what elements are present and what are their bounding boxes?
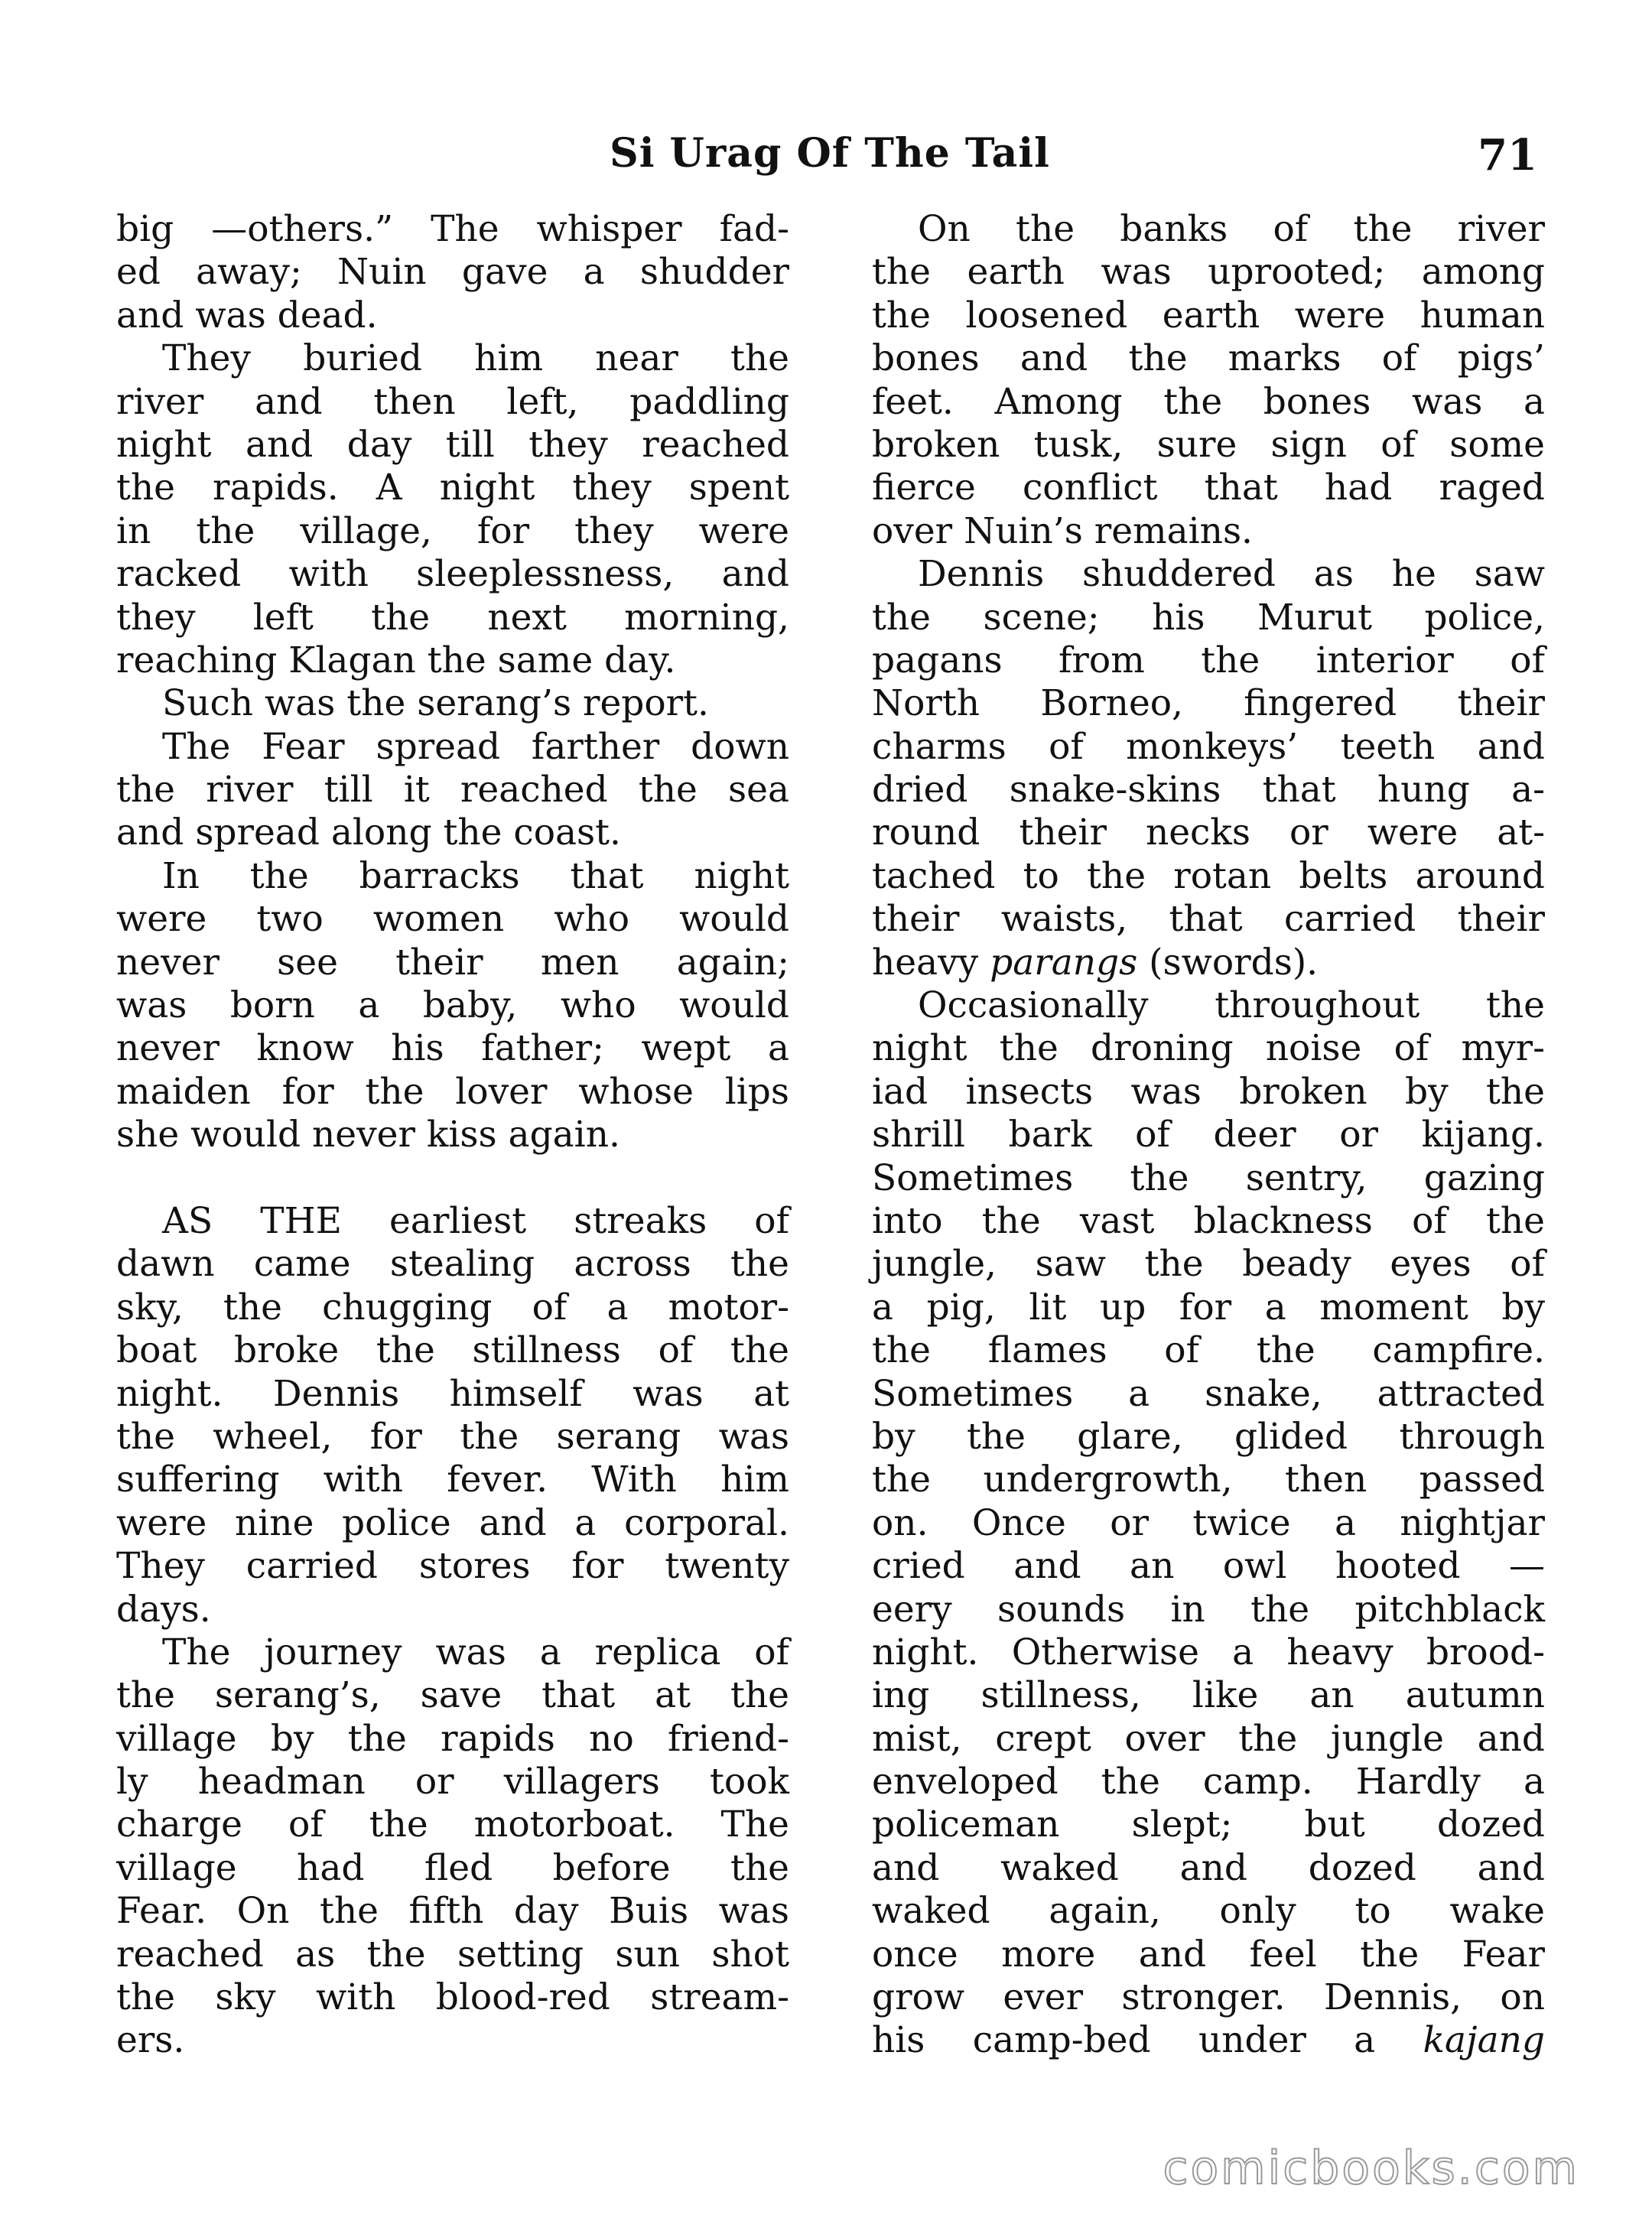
text-line: ed away; Nuin gave a shudder [116,251,789,294]
text-line: reached as the setting sun shot [116,1933,789,1976]
text-line: pagans from the interior of [872,639,1545,681]
text-line: the loosened earth were human [872,294,1545,337]
text-line: In the barracks that night [162,854,789,897]
text-line: never see their men again; [116,941,789,984]
text-line: dawn came stealing across the [116,1243,789,1286]
running-title: Si Urag Of The Tail [610,130,1050,177]
text-line: the rapids. A night they spent [116,467,789,509]
text-line: waked again, only to wake [872,1890,1545,1933]
text-line: village had fled before the [116,1846,789,1889]
text-line: the river till it reached the sea [116,769,789,811]
text-line: cried and an owl hooted — [872,1545,1545,1588]
text-line: a pig, lit up for a moment by [872,1286,1545,1329]
italic-word: parangs [990,941,1138,984]
text-line: village by the rapids no friend- [116,1717,789,1760]
text-line: shrill bark of deer or kijang. [872,1114,1545,1156]
text-line: were nine police and a corporal. [116,1501,789,1544]
text-line: their waists, that carried their [872,898,1545,941]
text-line: and was dead. [116,294,378,337]
text-line: night. Otherwise a heavy brood- [872,1631,1545,1673]
text-line: the serang’s, save that at the [116,1674,789,1717]
text-line: reaching Klagan the same day. [116,639,676,681]
text-line: fierce conflict that had raged [872,467,1545,509]
text-line: night and day till they reached [116,423,789,466]
text-line: she would never kiss again. [116,1114,620,1156]
text-line: suffering with fever. With him [116,1459,789,1501]
text-line: broken tusk, sure sign of some [872,423,1545,466]
text-line: ly headman or villagers took [116,1761,789,1803]
text-line: North Borneo, fingered their [872,682,1545,725]
text-line: by the glare, glided through [872,1415,1545,1458]
text-line: never know his father; wept a [116,1027,789,1070]
text-line: feet. Among the bones was a [872,380,1545,423]
text-line: grow ever stronger. Dennis, on [872,1976,1545,2019]
text-line: eery sounds in the pitchblack [872,1588,1545,1631]
text-line: they left the next morning, [116,596,789,639]
text-line: boat broke the stillness of the [116,1329,789,1372]
text-line: Such was the serang’s report. [162,682,709,725]
watermark: comicbooks.com [1163,2142,1579,2195]
text-line: The Fear spread farther down [162,725,789,768]
text-line: and waked and dozed and [872,1846,1545,1889]
text-line: river and then left, paddling [116,380,789,423]
text-line: Occasionally throughout the [918,984,1545,1027]
text-line: on. Once or twice a nightjar [872,1501,1545,1544]
text-line: his camp-bed under a kajang [872,2019,1545,2062]
text-line: days. [116,1588,211,1631]
text-line: bones and the marks of pigs’ [872,337,1545,380]
text-line: the flames of the campfire. [872,1329,1545,1372]
text-line: were two women who would [116,898,789,941]
text-line: Fear. On the fifth day Buis was [116,1890,789,1933]
text-line: in the village, for they were [116,509,789,552]
text-line: ers. [116,2019,185,2062]
text-line: the earth was uprooted; among [872,251,1545,294]
text-line: Dennis shuddered as he saw [918,553,1545,596]
page-number: 71 [1478,130,1537,180]
text-column-left [116,208,789,2063]
text-line: round their necks or were at- [872,811,1545,854]
text-line: charms of monkeys’ teeth and [872,725,1545,768]
text-line: the sky with blood-red stream- [116,1976,789,2019]
text-line: dried snake-skins that hung a- [872,769,1545,811]
running-head [115,130,1545,191]
text-line: They carried stores for twenty [116,1545,789,1588]
text-line: policeman slept; but dozed [872,1803,1545,1846]
text-line: into the vast blackness of the [872,1199,1545,1242]
text-line: ing stillness, like an autumn [872,1674,1545,1717]
text-line: was born a baby, who would [116,984,789,1027]
text-line: The journey was a replica of [162,1631,789,1673]
text-line: racked with sleeplessness, and [116,553,789,596]
text-line: maiden for the lover whose lips [116,1070,789,1113]
text-line: enveloped the camp. Hardly a [872,1761,1545,1803]
text-line: and spread along the coast. [116,811,621,854]
text-line: the wheel, for the serang was [116,1415,789,1458]
text-line: sky, the chugging of a motor- [116,1286,789,1329]
text-line: the scene; his Murut police, [872,596,1545,639]
text-line: Sometimes a snake, attracted [872,1372,1545,1415]
text-line: iad insects was broken by the [872,1070,1545,1113]
text-line [116,1157,789,1200]
italic-word: kajang [1423,2019,1545,2062]
text-line: over Nuin’s remains. [872,509,1253,552]
text-line: heavy parangs (swords). [872,941,1319,984]
text-line: big —others.” The whisper fad- [116,208,789,250]
text-line: Sometimes the sentry, gazing [872,1156,1545,1199]
text-line: night the droning noise of myr- [872,1027,1545,1070]
text-line: mist, crept over the jungle and [872,1717,1545,1760]
text-line: night. Dennis himself was at [116,1372,789,1415]
text-column-right [872,208,1545,2063]
text-line: once more and feel the Fear [872,1933,1545,1976]
text-line: AS THE earliest streaks of [162,1199,789,1242]
text-line: They buried him near the [162,337,789,380]
text-line: On the banks of the river [918,208,1545,250]
text-line: jungle, saw the beady eyes of [872,1243,1545,1286]
text-line: charge of the motorboat. The [116,1803,789,1846]
text-line: tached to the rotan belts around [872,854,1545,897]
text-line: the undergrowth, then passed [872,1459,1545,1501]
